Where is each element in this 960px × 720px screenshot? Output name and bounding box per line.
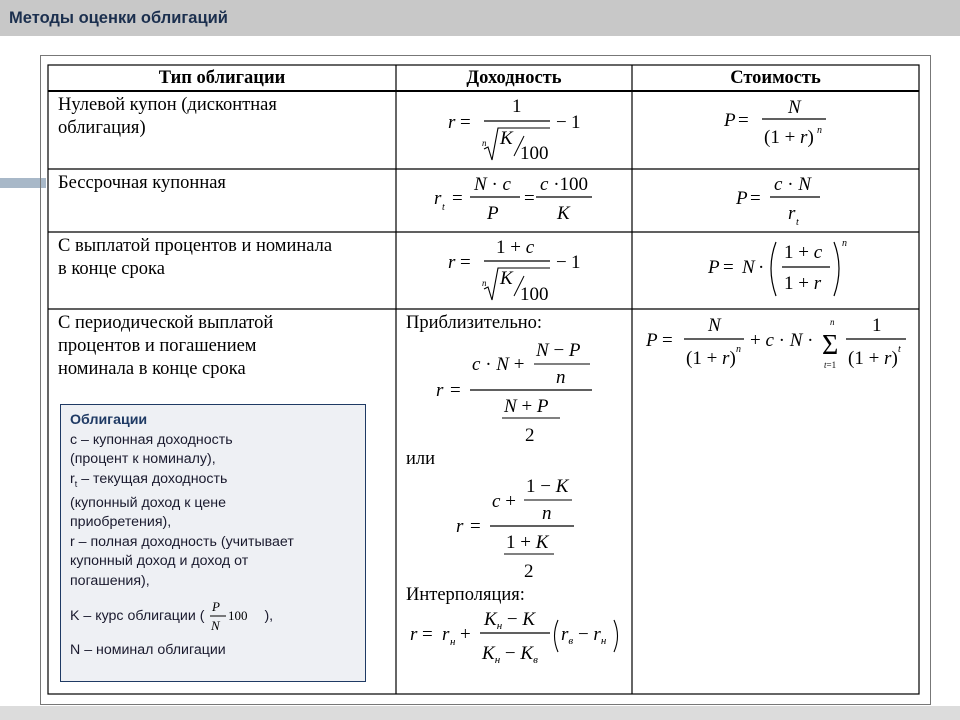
legend-k-formula [208, 597, 260, 635]
svg-text:+: + [460, 624, 471, 645]
svg-text:н: н [450, 636, 456, 648]
svg-text:1 + K: 1 + K [506, 532, 549, 553]
svg-text:1 + r: 1 + r [784, 273, 822, 294]
legend-rt-symbol: r [70, 470, 75, 487]
svg-text:P: P [646, 330, 658, 351]
svg-text:=: = [450, 380, 461, 401]
legend-rt-subscript: t [74, 478, 78, 489]
svg-text:N + P: N + P [504, 396, 549, 417]
svg-text:1: 1 [571, 112, 581, 133]
legend-rt-text: – текущая доходность (купонный доход к цене приобретения), [70, 470, 228, 531]
legend-rt [70, 470, 356, 533]
svg-text:=: = [452, 188, 463, 209]
formula-perpetual-price [734, 172, 834, 230]
legend-k-text: K – курс облигации ( [70, 607, 205, 624]
svg-text:=: = [750, 188, 761, 209]
legend-box [60, 404, 366, 682]
svg-text:K: K [500, 128, 513, 149]
svg-text:100: 100 [520, 284, 549, 305]
svg-text:c · N: c · N [774, 174, 811, 195]
svg-text:r: r [448, 112, 456, 133]
svg-text:2: 2 [525, 425, 535, 446]
column-header-type: Тип облигации [158, 68, 286, 88]
formula-interpolation [408, 606, 623, 670]
svg-text:rв − rн: $r_в - r_н$ [561, 624, 607, 647]
svg-text:N − P: N − P [536, 340, 581, 361]
svg-text:P: P [487, 203, 499, 224]
svg-text:−: − [556, 112, 567, 133]
formula-periodic-yield-alt [452, 474, 602, 584]
svg-text:c +: c + [492, 491, 516, 512]
svg-text:Kн − Kв: $K_н - K_в$ [482, 643, 538, 666]
svg-text:P: P [736, 188, 748, 209]
label-approx: Приблизительно: [406, 313, 543, 333]
label-or: или [406, 449, 436, 469]
legend-r: r – полная доходность (учитывает купонный доход и доход от погашения), [70, 533, 294, 589]
svg-text:=: = [524, 188, 535, 209]
svg-text:n: n [482, 138, 487, 148]
svg-text:1: 1 [872, 315, 882, 336]
formula-end-of-term-price [706, 236, 856, 304]
svg-text:t=1: t=1 [824, 360, 837, 370]
svg-text:100: 100 [520, 143, 549, 164]
svg-text:−: − [556, 252, 567, 273]
svg-text:1 − K: 1 − K [526, 476, 569, 497]
slide-title: Методы оценки облигаций [9, 9, 228, 27]
formula-zero-coupon-price [720, 94, 840, 154]
formula-periodic-yield-approx [432, 338, 602, 448]
label-interpolation: Интерполяция: [406, 585, 525, 605]
svg-text:=: = [422, 624, 433, 645]
svg-text:1: 1 [512, 96, 522, 117]
svg-text:P: P [708, 257, 720, 278]
legend-n: N – номинал облигации [70, 642, 226, 659]
svg-text:c ·100: c ·100 [540, 174, 589, 195]
svg-text:r: r [448, 252, 456, 273]
svg-text:=: = [723, 257, 734, 278]
svg-text:n: n [556, 367, 566, 388]
svg-text:P: P [724, 110, 736, 131]
row-type-perpetual: Бессрочная купонная [58, 173, 226, 193]
svg-text:t: t [796, 217, 799, 228]
svg-text:(1 + r): (1 + r) [686, 348, 736, 369]
svg-text:N: N [742, 257, 755, 278]
svg-text:N: N [211, 618, 221, 634]
svg-text:Σ: Σ [822, 330, 839, 361]
svg-text:N: N [788, 97, 801, 118]
svg-text:n: n [542, 503, 552, 524]
svg-text:N: N [708, 315, 721, 336]
svg-text:r: r [436, 380, 444, 401]
formula-perpetual-yield [432, 172, 602, 230]
legend-k-close: ), [264, 607, 274, 624]
svg-text:(1 + r): (1 + r) [764, 127, 814, 148]
svg-text:Kн − K: $K_н - K$ [484, 609, 536, 632]
row-type-end-of-term: С выплатой процентов и номинала в конце срока [58, 236, 333, 279]
column-header-yield: Доходность [466, 68, 562, 88]
legend-k [70, 597, 356, 635]
row-type-zero-coupon: Нулевой купон (дисконтная облигация) [58, 95, 277, 138]
svg-text:c · N +: c · N + [472, 354, 525, 375]
svg-text:(1 + r): (1 + r) [848, 348, 898, 369]
svg-text:100: 100 [228, 608, 248, 624]
svg-text:·: · [758, 257, 765, 278]
legend-heading: Облигации [70, 412, 148, 428]
svg-text:r: r [456, 516, 464, 537]
bottom-bar [0, 706, 960, 720]
svg-text:+ c · N ·: + c · N · [750, 330, 814, 351]
svg-text:K: K [500, 268, 513, 289]
svg-text:n: n [817, 125, 822, 136]
svg-text:r: r [788, 203, 796, 224]
svg-text:r: r [410, 624, 418, 645]
svg-text:N · c: N · c [474, 174, 511, 195]
svg-text:n: n [830, 317, 835, 327]
svg-text:r: r [442, 624, 450, 645]
svg-text:2: 2 [524, 561, 534, 582]
svg-text:1: 1 [571, 252, 581, 273]
svg-text:=: = [470, 516, 481, 537]
svg-text:n: n [842, 238, 847, 249]
svg-text:t: t [898, 344, 901, 355]
svg-text:K: K [557, 203, 570, 224]
svg-text:1 + c: 1 + c [784, 242, 823, 263]
formula-zero-coupon-yield [440, 94, 590, 166]
svg-text:=: = [460, 112, 471, 133]
formula-periodic-price [644, 312, 914, 378]
column-header-price: Стоимость [730, 68, 821, 88]
row-type-periodic: С периодической выплатой процентов и погашением номинала в конце срока [58, 313, 274, 379]
svg-text:P: P [212, 599, 221, 615]
svg-text:=: = [738, 110, 749, 131]
svg-text:r: r [434, 188, 442, 209]
legend-c: c – купонная доходность (процент к номиналу), [70, 431, 233, 467]
svg-text:=: = [662, 330, 673, 351]
formula-end-of-term-yield [440, 236, 590, 308]
svg-text:=: = [460, 252, 471, 273]
svg-text:n: n [482, 278, 487, 288]
svg-text:1 + c: 1 + c [496, 237, 535, 258]
svg-text:n: n [736, 344, 741, 355]
svg-text:t: t [442, 202, 445, 213]
